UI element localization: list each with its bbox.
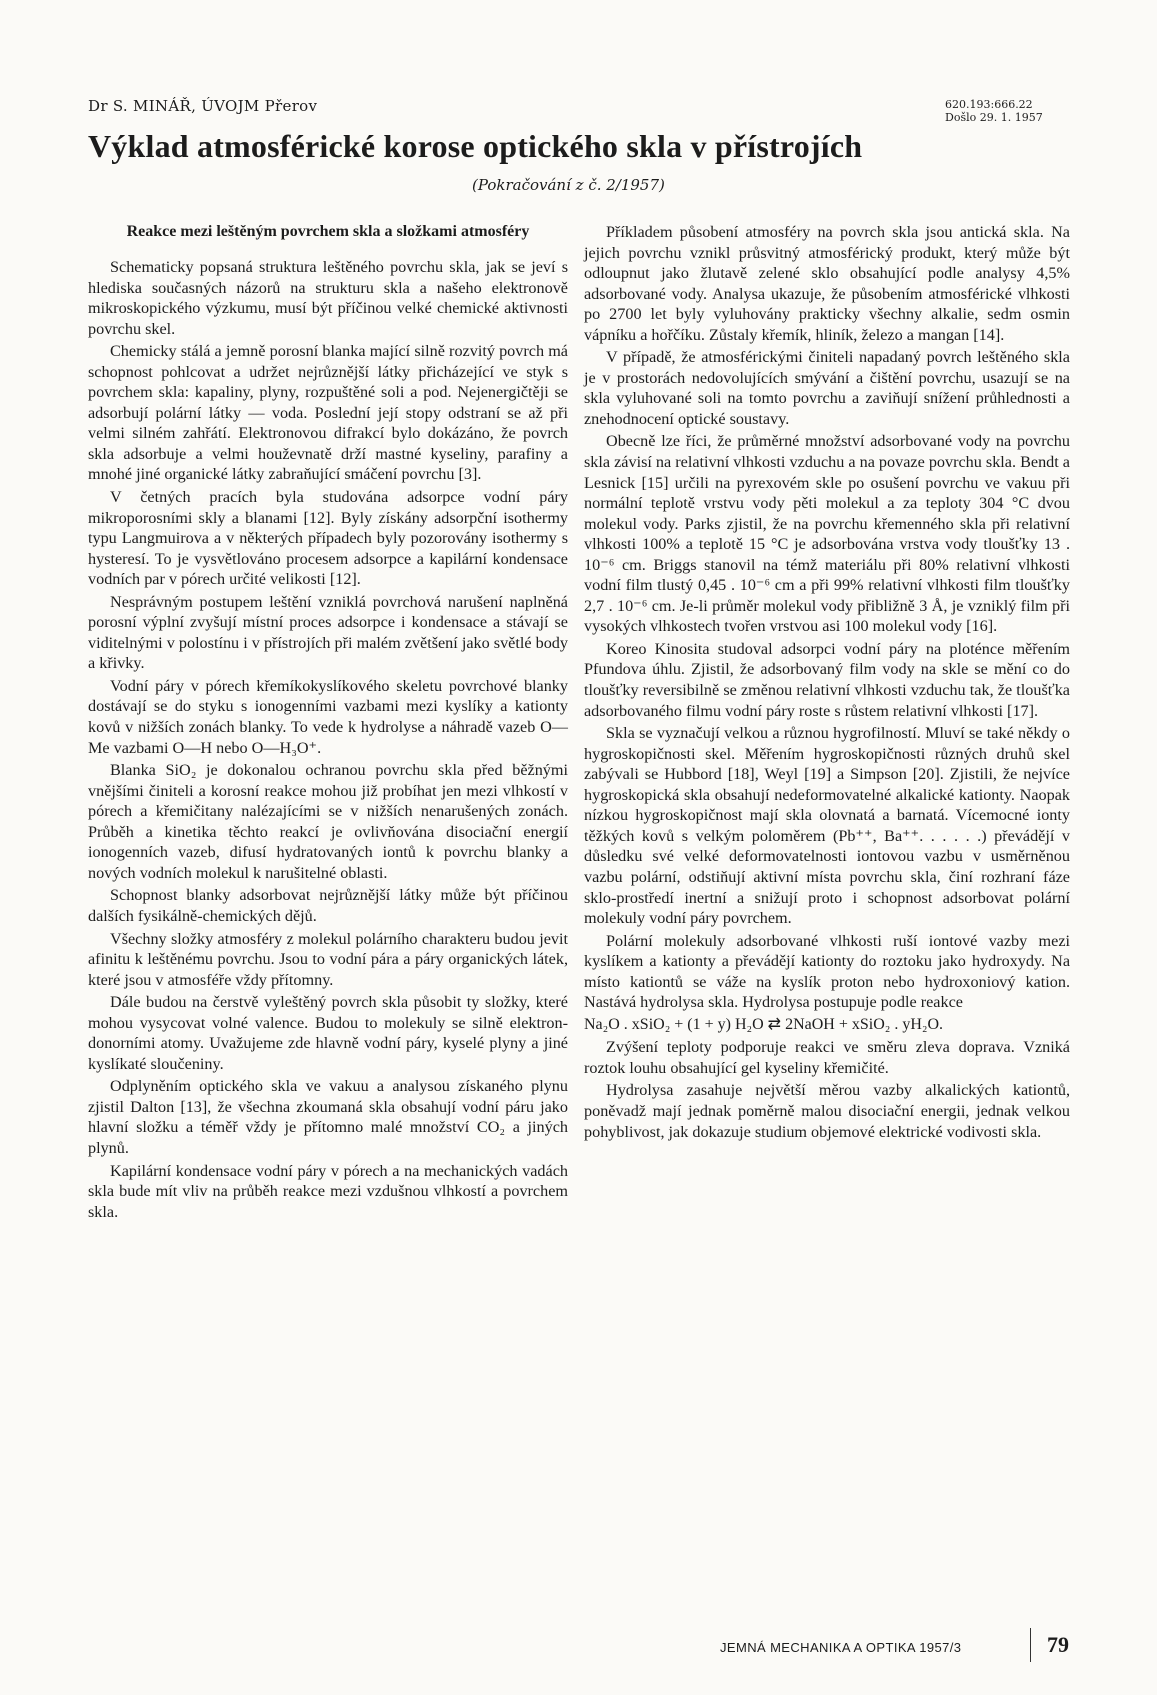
paragraph: Příkladem působení atmosféry na povrch skla jsou antická skla. Na jejich povrchu vznikl průsvitný atmosférický produkt, který může být odloupnut jako žlutavě zelené sklo obsahující podle analysy 4,5% adsorbované vody. Analysa ukazuje, že působením atmosférické vlhkosti po 2700 let byly vyluhovány prakticky všechny alkalie, sedm osmin vápníku a hořčíku. Zůstaly křemík, hliník, železo a mangan [14]. <box>584 223 1070 344</box>
paragraph: Blanka SiO₂ je dokonalou ochranou povrchu skla před běžnými vnějšími činiteli a korosní reakce mohou již probíhat jen mezi vlhkostí v pórech a křemičitany nalézajícími se v nižších nenarušených zonách. Průběh a kinetika těchto reakcí je ovlivňována disociační energií ionogenních vazeb, difusí hydratovaných iontů k povrchu blanky a nových vodních molekul k narušitelné oblasti. <box>88 761 568 882</box>
paragraph: V případě, že atmosférickými činiteli napadaný povrch leštěného skla je v prostorách nedovolujících smývání a čištění povrchu, usazují se na skla vyluhované soli na tomto povrchu a zaviňují snížení průhlednosti a znehodnocení optické soustavy. <box>584 348 1070 428</box>
paragraph: Odplyněním optického skla ve vakuu a analysou získaného plynu zjistil Dalton [13], že všechna zkoumaná skla obsahují vodní páru jako hlavní složku a téměř vždy je přítomno malé množství CO₂ a jiných plynů. <box>88 1077 568 1157</box>
left-column <box>88 222 568 1224</box>
continuation-note: (Pokračování z č. 2/1957) <box>472 176 665 194</box>
paragraph: Vodní páry v pórech křemíkokyslíkového skeletu povrchové blanky dostávají se do styku s ionogenními vazbami mezi kyslíky a kationty kovů v nižších zonách blanky. To vede k hydrolyse a náhradě vazeb O—Me vazbami O—H nebo O—H₃O⁺. <box>88 676 568 757</box>
classification-code: 620.193:666.22 Došlo 29. 1. 1957 <box>945 98 1043 124</box>
paragraph: Skla se vyznačují velkou a různou hygrofilností. Mluví se také někdy o hygroskopičnosti skel. Měřením hygroskopičnosti různých druhů skel zabývali se Hubbord [18], Weyl [19] a Simpson [20]. Zjistili, že nejvíce hygroskopická skla obsahují nedeformovatelné alkalické kationty. Naopak nízkou hygroskopičnost mají skla olovnatá a barnatá. Vícemocné ionty těžkých kovů s velkým poloměrem (Pb⁺⁺, Ba⁺⁺. . . . . .) převádějí v důsledku své velké deformovatelnosti iontovou vazbu v usměrněnou vazbu polární, odstiňují aktivní místa povrchu skla, činí rozhraní fáze sklo-prostředí inertní a snižují proto i schopnost adsorbovat polární molekuly vodní páry povrchem. <box>584 724 1070 928</box>
hydrolysis-equation: Na₂O . xSiO₂ + (1 + y) H₂O ⇄ 2NaOH + xSiO₂ . yH₂O. <box>584 1015 944 1033</box>
paragraph: Chemicky stálá a jemně porosní blanka mající silně rozvitý povrch má schopnost pohlcovat a udržet nejrůznější látky přicházející ve styk s povrchem skla: kapaliny, plyny, rozpuštěné soli a pod. Nejenergičtěji se adsorbují polární látky — voda. Poslední její stopy odstraní se až při velmi silném zahřátí. Elektronovou difrakcí bylo dokázáno, že povrch skla adsorbuje a velmi houževnatě drží mastné kyseliny, parafiny a mnohé jiné organické látky zabraňující smáčení povrchu [3]. <box>88 342 568 484</box>
paragraph: Schopnost blanky adsorbovat nejrůznější látky může být příčinou dalších fysikálně-chemických dějů. <box>88 886 568 925</box>
paragraph: Hydrolysa zasahuje největší měrou vazby alkalických kationtů, poněvadž mají jednak poměrně malou disociační energii, jednak velkou pohyblivost, jak dokazuje studium objemové elektrické vodivosti skla. <box>584 1081 1070 1141</box>
right-column <box>584 222 1070 1144</box>
section-heading: Reakce mezi leštěným povrchem skla a složkami atmosféry <box>126 223 530 240</box>
paragraph: V četných pracích byla studována adsorpce vodní páry mikroporosními skly a blanami [12]. Byly získány adsorpční isothermy typu Langmuirova a v některých případech byly pozorovány isothermy s hysteresí. To je vysvětlováno procesem adsorpce a kapilární kondensace vodních par v pórech určité velikosti [12]. <box>88 488 568 589</box>
page-number: 79 <box>1047 1632 1069 1657</box>
paragraph: Koreo Kinosita studoval adsorpci vodní páry na ploténce měřením Pfundova úhlu. Zjistil, že adsorbovaný film vody na skle se mění co do tloušťky reversibilně se změnou relativní vlhkosti vzduchu tak, že tloušťka adsorbovaného filmu vodní páry roste s růstem relativní vlhkosti [17]. <box>584 639 1070 720</box>
footer-divider <box>1030 1628 1031 1662</box>
paragraph: Nesprávným postupem leštění vzniklá povrchová narušení naplněná porosní výplní zvyšují místní proces adsorpce i kondensace a stávají se viditelnými v polostínu i v přístrojích při malém zvětšení jako světlé body a křivky. <box>88 592 568 673</box>
paragraph: Všechny složky atmosféry z molekul polárního charakteru budou jevit afinitu k leštěnému povrchu. Jsou to vodní pára a páry organických látek, které jsou v atmosféře vždy přítomny. <box>88 929 568 989</box>
author-line: Dr S. MINÁŘ, ÚVOJM Přerov <box>88 97 318 115</box>
paragraph: Schematicky popsaná struktura leštěného povrchu skla, jak se jeví s hlediska současných názorů na strukturu skla a našeho elektronově mikroskopického výzkumu, musí být příčinou velké chemické aktivnosti povrchu skel. <box>88 258 568 338</box>
paragraph: Kapilární kondensace vodní páry v pórech a na mechanických vadách skla bude mít vliv na průběh reakce mezi vzdušnou vlhkostí a povrchem skla. <box>88 1161 568 1221</box>
paragraph: Polární molekuly adsorbované vlhkosti ruší iontové vazby mezi kyslíkem a kationty a převádějí kationty do roztoku jako hydroxydy. Na místo kationtů se váže na kyslík proton nebo hydroxoniový kation. Nastává hydrolysa skla. Hydrolysa postupuje podle reakce <box>584 931 1070 1012</box>
article-title: Výklad atmosférické korose optického skla v přístrojích <box>88 128 863 164</box>
journal-footer: JEMNÁ MECHANIKA A OPTIKA 1957/3 <box>720 1640 962 1655</box>
paragraph: Zvýšení teploty podporuje reakci ve směru zleva doprava. Vzniká roztok louhu obsahující gel kyseliny křemičité. <box>584 1038 1070 1077</box>
paragraph: Dále budou na čerstvě vyleštěný povrch skla působit ty složky, které mohou vysycovat volné valence. Budou to molekuly se silně elektron-donorními atomy. Uvažujeme zde hlavně vodní páry, kyselé plyny a jiné kyslíkaté sloučeniny. <box>88 993 568 1073</box>
paragraph: Obecně lze říci, že průměrné množství adsorbované vody na povrchu skla závisí na relativní vlhkosti vzduchu a na povaze povrchu skla. Bendt a Lesnick [15] určili na pyrexovém skle po osušení povrchu ve vakuu při normální teplotě vrstvu vody pěti molekul a za teploty 304 °C dvou molekul vody. Parks zjistil, že na povrchu křemenného skla při relativní vlhkosti 100% a teplotě 15 °C je adsorbována vrstva vody tloušťky 13 . 10⁻⁶ cm. Briggs stanovil na témž materiálu při 80% relativní vlhkosti vodní film tlustý 0,45 . 10⁻⁶ cm a při 99% relativní vlhkosti film tloušťky 2,7 . 10⁻⁶ cm. Je-li průměr molekul vody přibližně 3 Å, je vzniklý film při vysokých vlhkostech tvořen vrstvou asi 100 molekul vody [16]. <box>584 432 1070 636</box>
